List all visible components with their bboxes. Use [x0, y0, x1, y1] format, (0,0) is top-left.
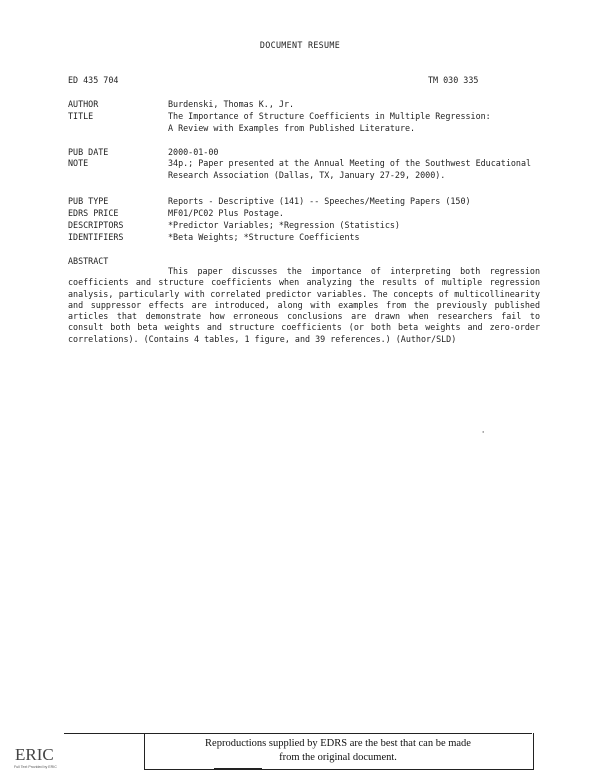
- footer-line-1: Reproductions supplied by EDRS are the best that can be made: [205, 738, 471, 749]
- eric-logo-graphic: [13, 742, 57, 770]
- field-value-note: 34p.; Paper presented at the Annual Meeting of the Southwest Educational Research Association (Dallas, TX, January 27-29, 2000).: [168, 158, 532, 180]
- abstract-label: ABSTRACT: [68, 256, 109, 266]
- field-label-identifiers: IDENTIFIERS: [68, 232, 124, 242]
- abstract-text: This paper discusses the importance of interpreting both regression coefficients and structure coefficients when analyzing the results of multiple regression analysis, particularly with correlated predictor variables. The concepts of multicollinearity and suppressor effects are introduced, along with examples from the previously published articles that demonstrate how erroneous conclusions are drawn when researchers fail to consult both beta weights and structure coefficients (or both beta weights and zero-order correlations). (Contains 4 tables, 1 figure, and 39 references.) (Author/SLD): [68, 266, 540, 344]
- field-label-pub-date: PUB DATE: [68, 147, 109, 157]
- field-value-identifiers: *Beta Weights; *Structure Coefficients: [168, 232, 360, 242]
- field-label-title: TITLE: [68, 111, 94, 121]
- field-label-descriptors: DESCRIPTORS: [68, 220, 124, 230]
- field-value-pub-type: Reports - Descriptive (141) -- Speeches/Meeting Papers (150): [168, 196, 471, 206]
- field-value-edrs-price: MF01/PC02 Plus Postage.: [168, 208, 284, 218]
- eric-logo: [13, 742, 57, 770]
- field-label-author: AUTHOR: [68, 99, 99, 109]
- footer-underline: [214, 768, 262, 769]
- eric-logo-text: ERIC: [15, 745, 54, 764]
- tm-number: TM 030 335: [428, 75, 479, 85]
- stray-mark: ': [481, 430, 486, 438]
- field-value-title: The Importance of Structure Coefficients in Multiple Regression: A Review with Examples from Published Literature.: [168, 111, 491, 133]
- ed-number: ED 435 704: [68, 75, 119, 85]
- footer-line-2: from the original document.: [279, 752, 397, 763]
- eric-logo-subtext: Full Text Provided by ERIC: [14, 765, 57, 769]
- field-label-note: NOTE: [68, 158, 89, 168]
- field-value-descriptors: *Predictor Variables; *Regression (Statistics): [168, 220, 400, 230]
- field-value-pub-date: 2000-01-00: [168, 147, 219, 157]
- field-label-pub-type: PUB TYPE: [68, 196, 109, 206]
- field-value-author: Burdenski, Thomas K., Jr.: [168, 99, 295, 109]
- field-label-edrs-price: EDRS PRICE: [68, 208, 119, 218]
- document-title: DOCUMENT RESUME: [259, 40, 341, 50]
- footer-notice: [144, 737, 532, 765]
